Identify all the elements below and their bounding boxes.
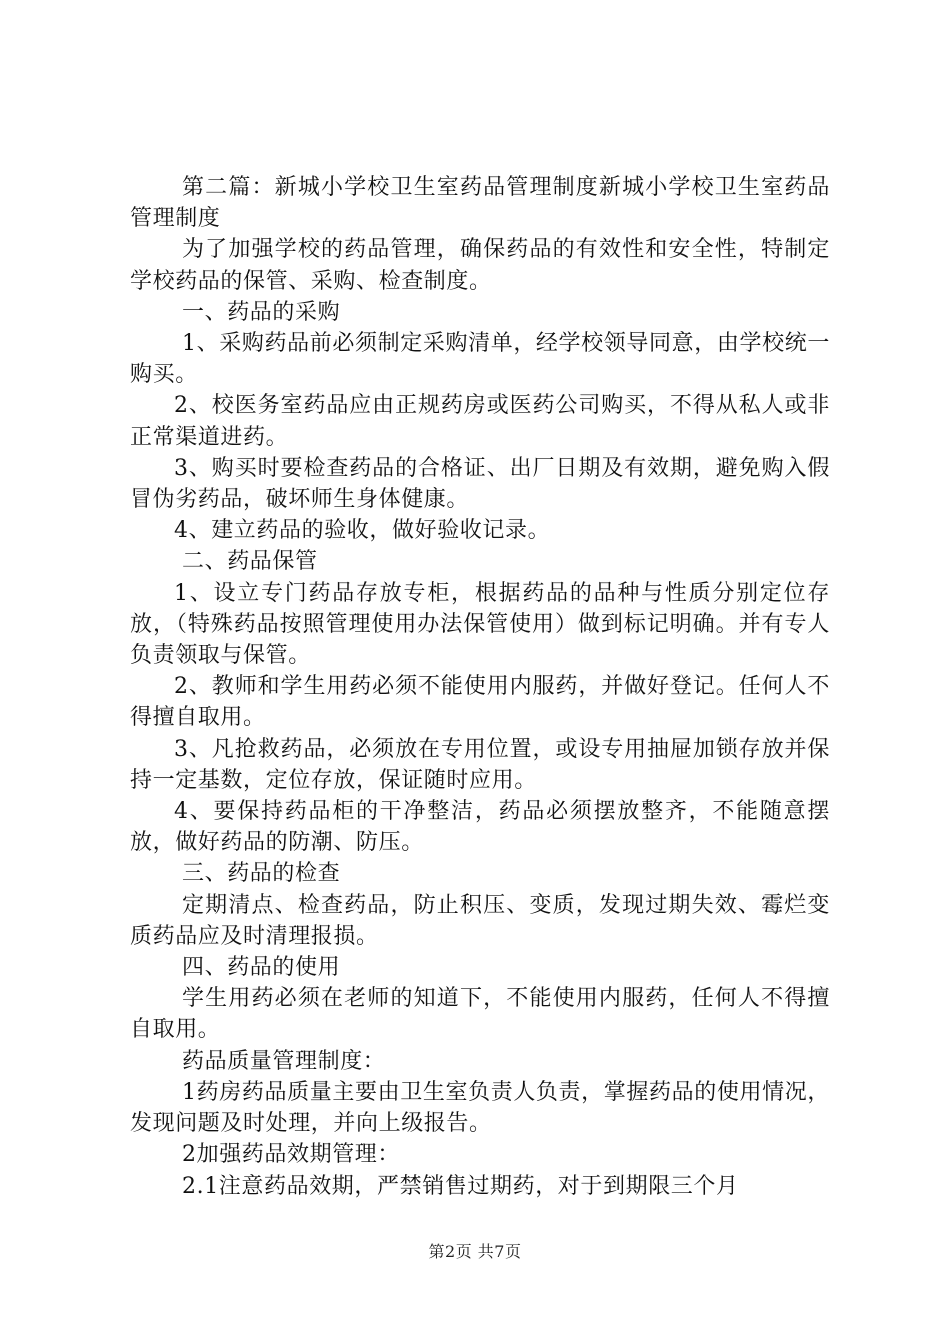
storage-item-3: 3、凡抢救药品，必须放在专用位置，或设专用抽屉加锁存放并保持一定基数，定位存放，保证随时应用。 <box>130 736 830 793</box>
quality-item-1: 1药房药品质量主要由卫生室负责人负责，掌握药品的使用情况，发现问题及时处理，并向上级报告。 <box>130 1079 830 1137</box>
quality-item-2: 2加强药品效期管理： <box>182 1142 400 1168</box>
usage-paragraph: 学生用药必须在老师的知道下，不能使用内服药，任何人不得擅自取用。 <box>130 986 830 1043</box>
inspection-paragraph: 定期清点、检查药品，防止积压、变质，发现过期失效、霉烂变质药品应及时清理报损。 <box>130 892 830 949</box>
purchase-item-2: 2、校医务室药品应由正规药房或医药公司购买，不得从私人或非正常渠道进药。 <box>130 393 830 450</box>
document-body <box>130 172 830 1202</box>
heading-purchase: 一、药品的采购 <box>182 299 341 325</box>
heading-inspection: 三、药品的检查 <box>182 861 341 887</box>
intro-paragraph: 为了加强学校的药品管理，确保药品的有效性和安全性，特制定学校药品的保管、采购、检查制度。 <box>130 237 830 294</box>
page-footer: 第2页 共7页 <box>428 1242 522 1261</box>
quality-item-2-1: 2.1注意药品效期，严禁销售过期药，对于到期限三个月 <box>182 1173 739 1199</box>
section-title: 第二篇：新城小学校卫生室药品管理制度新城小学校卫生室药品管理制度 <box>130 175 830 232</box>
storage-item-4: 4、要保持药品柜的干净整洁，药品必须摆放整齐，不能随意摆放，做好药品的防潮、防压。 <box>130 799 830 856</box>
storage-item-1: 1、设立专门药品存放专柜，根据药品的品种与性质分别定位存放，（特殊药品按照管理使用办法保管使用）做到标记明确。并有专人负责领取与保管。 <box>130 580 830 669</box>
heading-storage: 二、药品保管 <box>182 549 318 575</box>
heading-quality: 药品质量管理制度： <box>182 1048 386 1074</box>
purchase-item-1: 1、采购药品前必须制定采购清单，经学校领导同意，由学校统一购买。 <box>130 331 830 388</box>
heading-usage: 四、药品的使用 <box>182 955 341 981</box>
purchase-item-4: 4、建立药品的验收，做好验收记录。 <box>174 518 551 544</box>
storage-item-2: 2、教师和学生用药必须不能使用内服药，并做好登记。任何人不得擅自取用。 <box>130 674 830 731</box>
purchase-item-3: 3、购买时要检查药品的合格证、出厂日期及有效期，避免购入假冒伪劣药品，破坏师生身体健康。 <box>130 455 830 513</box>
